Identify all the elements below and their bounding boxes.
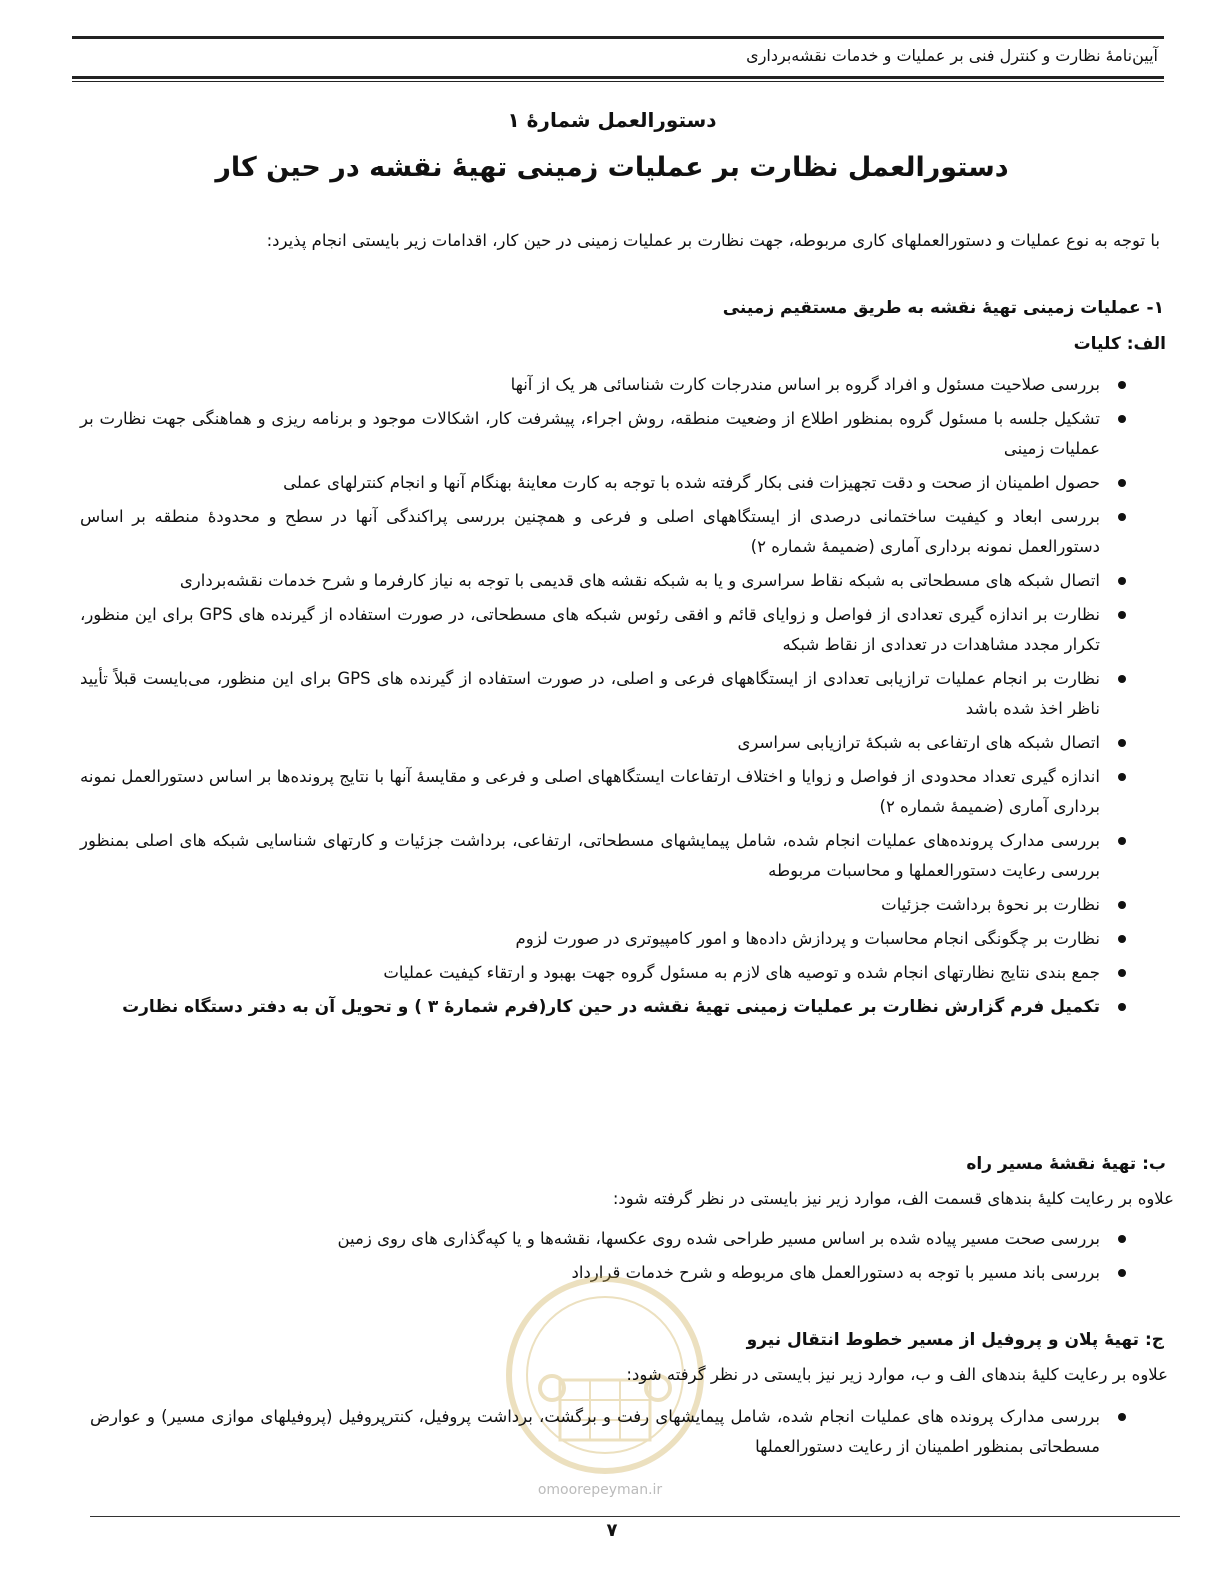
bullet-icon — [1118, 739, 1126, 747]
list-item-text: نظارت بر اندازه گیری تعدادی از فواصل و زوایای قائم و افقی رئوس شبکه های مسطحاتی، در صورت استفاده از گیرنده های GPS برای این منظور، تکرار مجدد مشاهدات در تعدادی از نقاط شبکه — [80, 605, 1100, 654]
header-rule-double-1 — [72, 76, 1164, 79]
bullet-icon — [1118, 1235, 1126, 1243]
list-item-text: اتصال شبکه های مسطحاتی به شبکه نقاط سراسری و یا به شبکه نقشه های قدیمی با توجه به نیاز کارفرما و شرح خدمات نقشه‌برداری — [179, 571, 1100, 590]
bullet-icon — [1118, 479, 1126, 487]
list-item-text: بررسی صلاحیت مسئول و افراد گروه بر اساس مندرجات کارت شناسائی هر یک از آنها — [510, 375, 1100, 394]
section-be-intro: علاوه بر رعایت کلیهٔ بندهای قسمت الف، موارد زیر نیز بایستی در نظر گرفته شود: — [612, 1189, 1174, 1208]
list-item — [80, 404, 1130, 464]
bullet-icon — [1118, 773, 1126, 781]
section-alef-heading: الف: کلیات — [1073, 334, 1166, 354]
page-number: ۷ — [606, 1520, 618, 1541]
bullet-icon — [1118, 1003, 1126, 1011]
list-item-text: نظارت بر انجام عملیات ترازیابی تعدادی از ایستگاههای فرعی و اصلی، در صورت استفاده از گیرنده های GPS برای این منظور، می‌بایست قبلاً تأیید ناظر اخذ شده باشد — [80, 669, 1100, 718]
list-item — [200, 1224, 1130, 1254]
list-item — [80, 566, 1130, 596]
bullet-icon — [1118, 611, 1126, 619]
instruction-number-title: دستورالعمل شمارهٔ ۱ — [507, 108, 717, 132]
bullet-icon — [1118, 1413, 1126, 1421]
section-jim-list — [90, 1402, 1130, 1466]
list-item-text: بررسی ابعاد و کیفیت ساختمانی درصدی از ایستگاههای اصلی و فرعی و همچنین بررسی پراکندگی آنها در سطح و محدودهٔ منطقه بر اساس دستورالعمل نمونه برداری آماری (ضمیمهٔ شماره ۲) — [80, 507, 1100, 556]
list-item-text: نظارت بر نحوهٔ برداشت جزئیات — [881, 895, 1100, 914]
list-item — [90, 1402, 1130, 1462]
list-item — [80, 826, 1130, 886]
watermark-url: omoorepeyman.ir — [537, 1482, 663, 1498]
bullet-icon — [1118, 901, 1126, 909]
bullet-icon — [1118, 1269, 1126, 1277]
section-alef-list — [80, 370, 1130, 1026]
list-item-text: تکمیل فرم گزارش نظارت بر عملیات زمینی تهیهٔ نقشه در حین کار(فرم شمارهٔ ۳ ) و تحویل آن به دفتر دستگاه نظارت — [122, 997, 1100, 1017]
list-item-text: بررسی صحت مسیر پیاده شده بر اساس مسیر طراحی شده روی عکسها، نقشه‌ها و یا کپه‌گذاری های روی زمین — [337, 1229, 1100, 1248]
bullet-icon — [1118, 577, 1126, 585]
intro-paragraph: با توجه به نوع عملیات و دستورالعملهای کاری مربوطه، جهت نظارت بر عملیات زمینی در حین کار، اقدامات زیر بایستی انجام پذیرد: — [266, 231, 1160, 250]
list-item-text: جمع بندی نتایج نظارتهای انجام شده و توصیه های لازم به مسئول گروه جهت بهبود و ارتقاء کیفیت عملیات — [383, 963, 1100, 982]
list-item — [80, 958, 1130, 988]
list-item-text: تشکیل جلسه با مسئول گروه بمنظور اطلاع از وضعیت منطقه، روش اجراء، پیشرفت کار، اشکالات موجود و برنامه ریزی و هماهنگی جهت نظارت بر عملیات زمینی — [80, 409, 1100, 458]
section-1-heading: ۱- عملیات زمینی تهیهٔ نقشه به طریق مستقیم زمینی — [722, 298, 1164, 318]
list-item — [80, 664, 1130, 724]
list-item — [80, 992, 1130, 1022]
list-item-text: حصول اطمینان از صحت و دقت تجهیزات فنی بکار گرفته شده با توجه به کارت معاینهٔ بهنگام آنها و انجام کنترلهای عملی — [283, 473, 1100, 492]
section-be-heading: ب: تهیهٔ نقشهٔ مسیر راه — [966, 1154, 1166, 1174]
list-item — [80, 600, 1130, 660]
instruction-main-title: دستورالعمل نظارت بر عملیات زمینی تهیهٔ نقشه در حین کار — [215, 152, 1009, 183]
bullet-icon — [1118, 675, 1126, 683]
section-jim-heading: ج: تهیهٔ پلان و پروفیل از مسیر خطوط انتقال نیرو — [746, 1330, 1164, 1350]
list-item — [80, 924, 1130, 954]
bullet-icon — [1118, 513, 1126, 521]
list-item-text: اندازه گیری تعداد محدودی از فواصل و زوایا و اختلاف ارتفاعات ایستگاههای اصلی و فرعی و مقایسهٔ آنها با نتایج پرونده‌ها بر اساس دستورالعمل نمونه برداری آماری (ضمیمهٔ شماره ۲) — [80, 767, 1100, 816]
bullet-icon — [1118, 935, 1126, 943]
list-item-text: بررسی مدارک پرونده‌های عملیات انجام شده، شامل پیمایشهای مسطحاتی، ارتفاعی، برداشت جزئیات و کارتهای شناسایی شبکه های اصلی بمنظور بررسی رعایت دستورالعملها و محاسبات مربوطه — [80, 831, 1100, 880]
list-item — [80, 502, 1130, 562]
list-item-text: اتصال شبکه های ارتفاعی به شبکهٔ ترازیابی سراسری — [737, 733, 1100, 752]
section-jim-intro: علاوه بر رعایت کلیهٔ بندهای الف و ب، موارد زیر نیز بایستی در نظر گرفته شود: — [626, 1365, 1168, 1384]
list-item — [80, 468, 1130, 498]
list-item-text: نظارت بر چگونگی انجام محاسبات و پردازش داده‌ها و امور کامپیوتری در صورت لزوم — [515, 929, 1100, 948]
list-item — [80, 728, 1130, 758]
header-rule-double-2 — [72, 81, 1164, 82]
header-rule-top — [72, 36, 1164, 39]
bullet-icon — [1118, 837, 1126, 845]
list-item — [80, 370, 1130, 400]
footer-rule — [90, 1516, 1180, 1517]
bullet-icon — [1118, 381, 1126, 389]
bullet-icon — [1118, 969, 1126, 977]
list-item-text: بررسی باند مسیر با توجه به دستورالعمل های مربوطه و شرح خدمات قرارداد — [571, 1263, 1100, 1282]
running-header: آیین‌نامهٔ نظارت و کنترل فنی بر عملیات و خدمات نقشه‌برداری — [746, 46, 1158, 65]
list-item-text: بررسی مدارک پرونده های عملیات انجام شده، شامل پیمایشهای رفت و برگشت، برداشت پروفیل، کنترپروفیل (پروفیلهای موازی مسیر) و عوارض مسطحاتی بمنظور اطمینان از رعایت دستورالعملها — [90, 1407, 1100, 1456]
bullet-icon — [1118, 415, 1126, 423]
list-item — [80, 890, 1130, 920]
list-item — [80, 762, 1130, 822]
